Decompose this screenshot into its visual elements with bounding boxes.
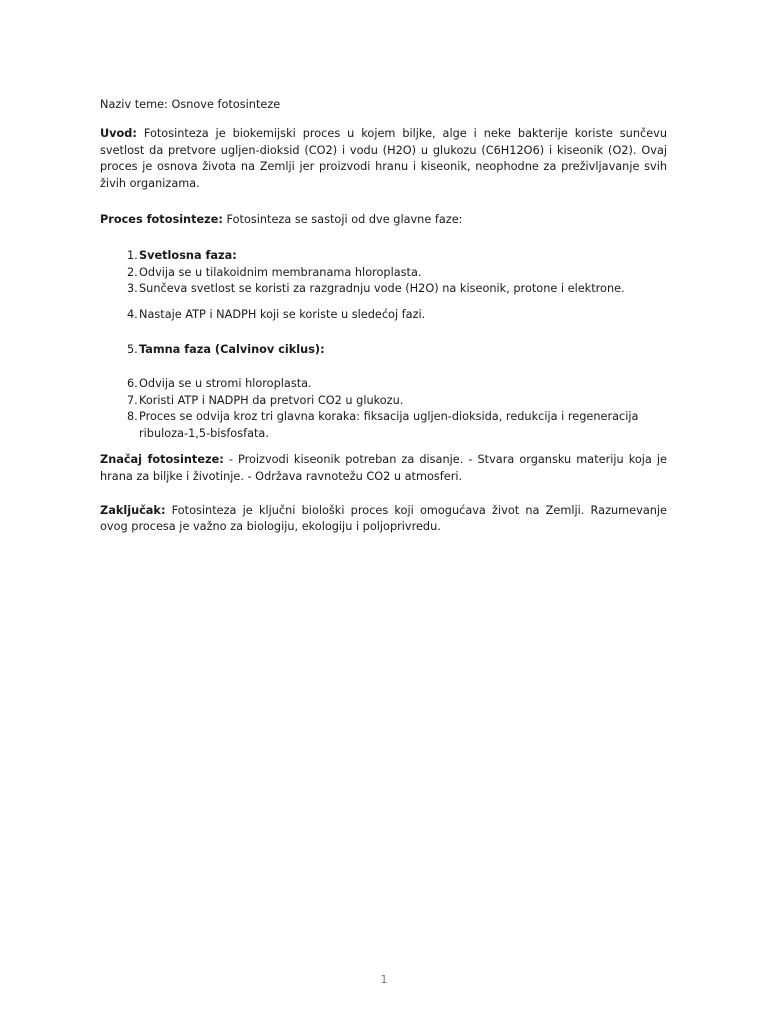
- document-title: Naziv teme: Osnove fotosinteze: [100, 98, 281, 111]
- list-item: [100, 307, 667, 323]
- list-number: 6.: [127, 377, 138, 391]
- list-number: 8.: [127, 410, 138, 424]
- list-item: [100, 376, 667, 392]
- list-item: [100, 342, 667, 358]
- list-item: [100, 281, 667, 297]
- list-number: 5.: [127, 343, 138, 357]
- significance-label: Značaj fotosinteze:: [100, 453, 224, 467]
- intro-text: Fotosinteza je biokemijski proces u kojem biljke, alge i neke bakterije koriste sunčevu svetlost da pretvore ugljen-dioksid (CO2) i vodu (H2O) u glukozu (C6H12O6) i kiseonik (O2). Ovaj proces je osnova života na Zemlji jer proizvodi hranu i kiseonik, neophodne za preživljavanje svih živih organizama.: [100, 127, 667, 190]
- intro-label: Uvod:: [100, 127, 137, 141]
- list-text: Odvija se u stromi hloroplasta.: [139, 377, 312, 391]
- phase-list: [100, 248, 667, 442]
- list-item: [100, 265, 667, 281]
- list-number: 7.: [127, 393, 138, 407]
- significance-text: - Proizvodi kiseonik potreban za disanje. - Stvara organsku materiju koja je hrana za biljke i životinje. - Održava ravnotežu CO2 u atmosferi.: [100, 453, 667, 483]
- conclusion-paragraph: [100, 503, 667, 536]
- list-item: [100, 409, 667, 442]
- document-page: [100, 97, 667, 536]
- process-paragraph: [100, 212, 667, 228]
- page-number: 1: [380, 973, 388, 986]
- list-number: 2.: [127, 265, 138, 279]
- list-heading: Svetlosna faza:: [139, 249, 237, 263]
- list-item: [100, 393, 667, 409]
- list-text: Sunčeva svetlost se koristi za razgradnju vode (H2O) na kiseonik, protone i elektrone.: [139, 282, 625, 296]
- list-heading: Tamna faza (Calvinov ciklus):: [139, 343, 325, 357]
- conclusion-label: Zaključak:: [100, 503, 166, 517]
- process-text: Fotosinteza se sastoji od dve glavne faze:: [222, 213, 463, 227]
- list-number: 3.: [127, 282, 138, 296]
- list-number: 1.: [127, 249, 138, 263]
- list-number: 4.: [127, 307, 138, 321]
- conclusion-text: Fotosinteza je ključni biološki proces koji omogućava život na Zemlji. Razumevanje ovog procesa je važno za biologiju, ekologiju i poljoprivredu.: [100, 503, 667, 534]
- list-text: Nastaje ATP i NADPH koji se koriste u sledećoj fazi.: [139, 307, 426, 321]
- list-item: [100, 248, 667, 264]
- significance-paragraph: [100, 452, 667, 485]
- process-label: Proces fotosinteze:: [100, 213, 223, 227]
- list-text: Proces se odvija kroz tri glavna koraka: fiksacija ugljen-dioksida, redukcija i regeneracija ribuloza-1,5-bisfosfata.: [139, 410, 639, 440]
- list-text: Koristi ATP i NADPH da pretvori CO2 u glukozu.: [139, 393, 404, 407]
- list-text: Odvija se u tilakoidnim membranama hloroplasta.: [139, 265, 422, 279]
- intro-paragraph: [100, 126, 667, 192]
